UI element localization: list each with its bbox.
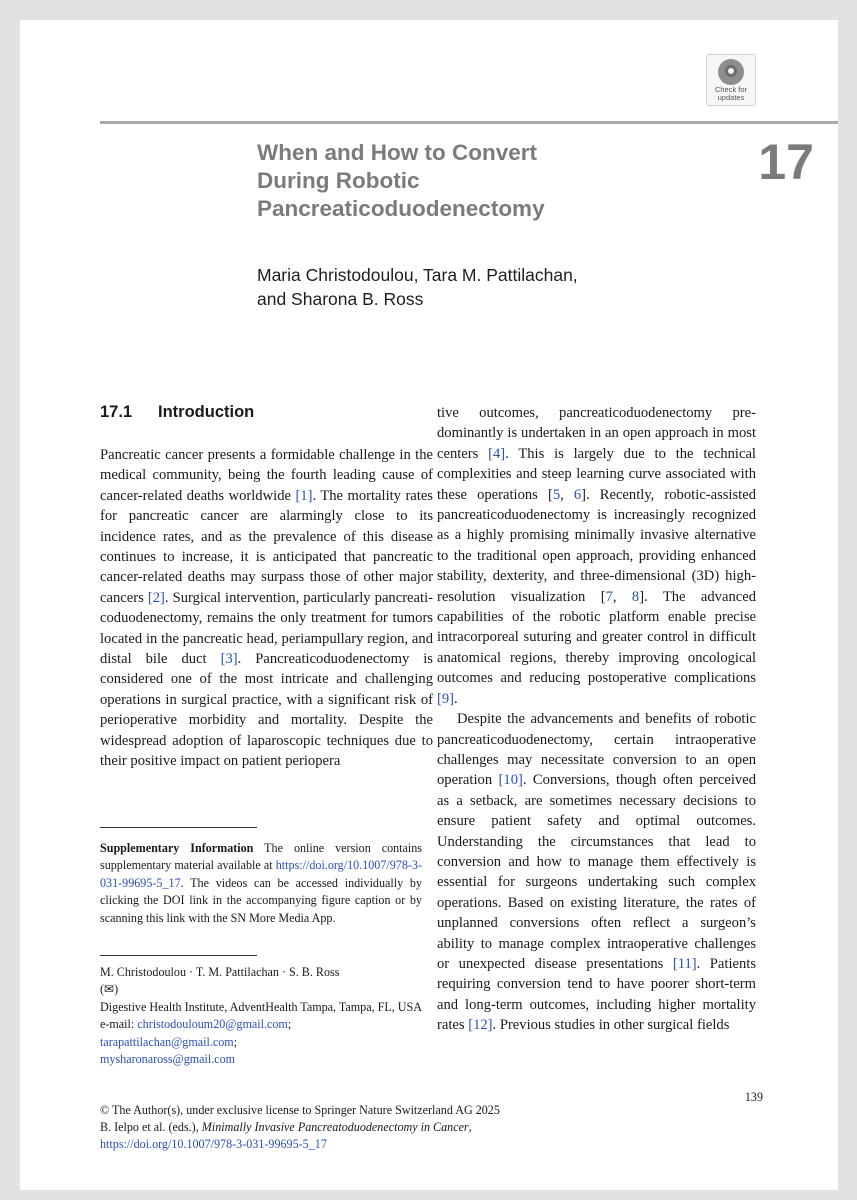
affiliation-institute: Digestive Health Institute, AdventHealth Tampa, Tampa, FL, USA [100, 999, 422, 1014]
section-number: 17.1 [100, 403, 133, 421]
check-for-updates-label: Check for updates [714, 85, 748, 102]
citation-link[interactable]: [4] [488, 445, 506, 462]
citation-link[interactable]: [11] [672, 955, 697, 972]
author-affiliation: M. Christodoulou · T. M. Pattilachan · S. B. Ross (✉) Digestive Health Institute, AdventHealth Tampa, Tampa, FL, USA e-mail: christodouloum20@gmail.com; tarapattilachan@gmail.com; mysharonaross@gmail.com [100, 965, 422, 1067]
paragraph: Despite the advancements and benefits of robotic pancreaticoduodenectomy, certain intraoperative challenges may necessitate conversion to an open operation [10]. Conversions, though often perceived as a setback, are sometimes necessary decisions to ensure patient safety and optimal outcomes. Understanding the circumstances that lead to conversion and how to manage them effectively is essential for surgeons undertaking such complex operations. Based on existing literature, the rates of unplanned conversions often reflect a surgeon’s ability to manage complex intraoperative challenges or unexpected disease presentations [11]. Patients requiring conversion tend to have poorer short-term and long-term outcomes, including higher mortality rates [12]. Previous studies in other surgical fields [437, 711, 757, 1034]
email-link[interactable]: christodouloum20@gmail.com [137, 1017, 288, 1032]
chapter-header-rule [100, 121, 838, 124]
body-column-right [437, 403, 756, 1036]
page-number: 139 [744, 1090, 763, 1104]
email-link[interactable]: mysharonaross@gmail.com [100, 1052, 236, 1067]
chapter-doi-link[interactable]: https://doi.org/10.1007/978-3-031-99695-5_17 [100, 1137, 327, 1151]
chapter-title: When and How to Convert During Robotic Pancreaticoduodenectomy [257, 140, 545, 221]
citation-link[interactable]: [3] [220, 651, 238, 668]
supplementary-info: Supplementary Information The online version contains supplementary material available at https://doi.org/10.1007/978-3-031-99695-5_17. The videos can be accessed individually by clicking the DOI link in the accompanying figure caption or by scanning this link with the SN More Media App. [100, 841, 423, 925]
paragraph: tive outcomes, pancreaticoduodenectomy predominantly is undertaken in an open approach in most centers [4]. This is largely due to the technical complexities and steep learning curve associated with these operations [5, 6]. Recently, robotic-assisted pancreaticoduodenectomy is increasingly recognized as a highly promising minimally invasive alternative to the traditional open approach, providing enhanced stability, dexterity, and three-dimensional (3D) high-resolution visualization [7, 8]. The advanced capabilities of the robotic platform enable precise intracorporeal suturing and greater control in difficult anatomical regions, thereby improving oncological outcomes and reducing postoperative complications [9]. [437, 405, 757, 707]
section-heading [100, 401, 430, 423]
citation-link[interactable]: [10] [498, 772, 523, 789]
crossmark-icon [718, 59, 744, 85]
affiliation-names: M. Christodoulou · T. M. Pattilachan · S. B. Ross [100, 965, 340, 979]
book-title: Minimally Invasive Pancreatoduodenectomy in Cancer [201, 1120, 469, 1134]
copyright-footer [100, 1102, 720, 1153]
section-title: Introduction [158, 403, 255, 421]
citation-link[interactable]: [9] [437, 690, 455, 707]
citation-link[interactable]: 5 [552, 486, 561, 503]
footnote-divider [100, 827, 257, 828]
chapter-number: 17 [758, 134, 814, 190]
supplementary-doi-link[interactable]: https://doi.org/10.1007/978-3-031-99695-5_17 [100, 858, 422, 890]
citation-link[interactable]: [12] [468, 1017, 493, 1034]
supplementary-heading: Supplementary Information [100, 841, 254, 855]
paragraph: Pancreatic cancer presents a formidable challenge in the medical community, being the fourth leading cause of cancer-related deaths worldwide [1]. The mortality rates for pancreatic cancer are alarmingly close to its incidence rates, and as the prevalence of this disease continues to increase, it is anticipated that pancreatic cancer-related deaths may surpass those of other major cancers [2]. Surgical intervention, particularly pancreaticoduodenectomy, remains the only treatment for tumors located in the pancreatic head, periampullary region, and distal bile duct [3]. Pancreaticoduodenectomy is considered one of the most intricate and challenging operations in surgical practice, with a significant risk of perioperative morbidity and mortality. Despite the widespread adoption of laparoscopic techniques due to their positive impact on patient periopera [100, 447, 433, 770]
body-column-left [100, 445, 433, 772]
check-for-updates-badge[interactable] [706, 54, 756, 106]
copyright-line: © The Author(s), under exclusive license to Springer Nature Switzerland AG 2025 [100, 1103, 500, 1117]
email-link[interactable]: tarapattilachan@gmail.com [100, 1034, 234, 1049]
envelope-icon: (✉) [100, 982, 119, 997]
book-citation: B. Ielpo et al. (eds.), Minimally Invasive Pancreatoduodenectomy in Cancer, [100, 1120, 472, 1134]
citation-link[interactable]: 6 [573, 486, 582, 503]
citation-link[interactable]: 8 [631, 588, 640, 605]
citation-link[interactable]: [2] [147, 589, 165, 606]
affiliation-divider [100, 955, 257, 956]
affiliation-emails: e-mail: christodouloum20@gmail.com; [100, 1017, 292, 1032]
citation-link[interactable]: [1] [295, 487, 313, 504]
citation-link[interactable]: 7 [605, 588, 613, 605]
chapter-authors: Maria Christodoulou, Tara M. Pattilachan, and Sharona B. Ross [257, 265, 578, 309]
book-page [20, 20, 838, 1190]
